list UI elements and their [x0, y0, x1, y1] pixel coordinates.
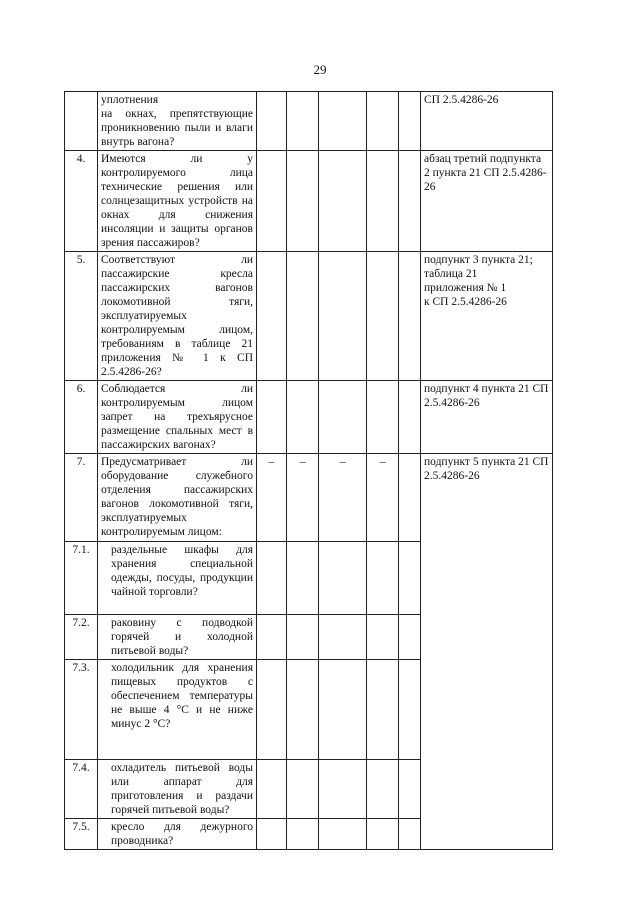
answer-no-cell[interactable]: –: [287, 454, 319, 542]
row-number: 6.: [65, 381, 98, 454]
answer-no-cell[interactable]: [287, 92, 319, 151]
answer-yes-cell[interactable]: –: [257, 454, 287, 542]
notes-cell[interactable]: [399, 92, 421, 151]
table-row: [65, 381, 553, 454]
table-row: [65, 252, 553, 381]
page-number: 29: [313, 62, 327, 77]
row-number: 7.5.: [65, 819, 98, 850]
answer-na-cell[interactable]: [319, 542, 367, 615]
checklist-table: [64, 91, 553, 850]
answer-na-cell[interactable]: [319, 660, 367, 760]
question-text: раковину с подводкой горячей и холодной питьевой воды?: [98, 615, 257, 660]
answer-extra-cell[interactable]: [367, 542, 399, 615]
answer-extra-cell[interactable]: [367, 615, 399, 660]
answer-yes-cell[interactable]: [257, 381, 287, 454]
answer-na-cell[interactable]: [319, 819, 367, 850]
notes-cell[interactable]: [399, 542, 421, 615]
answer-na-cell[interactable]: [319, 760, 367, 819]
table-row: [65, 454, 553, 542]
question-text: Соответствуют ли пассажирские кресла пассажирских вагонов локомотивной тяги, эксплуатируемых контролируемым лицом, требованиям в таблице 21 приложения № 1 к СП 2.5.4286-26?: [98, 252, 257, 381]
answer-no-cell[interactable]: [287, 819, 319, 850]
answer-yes-cell[interactable]: [257, 760, 287, 819]
row-number: 7.3.: [65, 660, 98, 760]
answer-extra-cell[interactable]: [367, 819, 399, 850]
row-number: 7.2.: [65, 615, 98, 660]
row-number: 7.1.: [65, 542, 98, 615]
row-number: [65, 92, 98, 151]
reference-text: подпункт 4 пункта 21 СП 2.5.4286-26: [421, 381, 553, 454]
notes-cell[interactable]: [399, 151, 421, 252]
answer-extra-cell[interactable]: [367, 760, 399, 819]
answer-na-cell[interactable]: –: [319, 454, 367, 542]
answer-yes-cell[interactable]: [257, 819, 287, 850]
answer-extra-cell[interactable]: [367, 151, 399, 252]
answer-no-cell[interactable]: [287, 542, 319, 615]
answer-na-cell[interactable]: [319, 151, 367, 252]
row-number: 4.: [65, 151, 98, 252]
question-text: раздельные шкафы для хранения специальной одежды, посуды, продукции чайной торговли?: [98, 542, 257, 615]
answer-no-cell[interactable]: [287, 615, 319, 660]
answer-na-cell[interactable]: [319, 381, 367, 454]
answer-yes-cell[interactable]: [257, 660, 287, 760]
answer-yes-cell[interactable]: [257, 151, 287, 252]
answer-na-cell[interactable]: [319, 92, 367, 151]
answer-no-cell[interactable]: [287, 660, 319, 760]
answer-no-cell[interactable]: [287, 151, 319, 252]
answer-yes-cell[interactable]: [257, 252, 287, 381]
answer-extra-cell[interactable]: [367, 252, 399, 381]
reference-text: подпункт 5 пункта 21 СП 2.5.4286-26: [421, 454, 553, 850]
reference-text: абзац третий подпункта 2 пункта 21 СП 2.5.4286-26: [421, 151, 553, 252]
question-text: холодильник для хранения пищевых продуктов с обеспечением температуры не выше 4 °С и не ниже минус 2 °С?: [98, 660, 257, 760]
answer-extra-cell[interactable]: [367, 92, 399, 151]
notes-cell[interactable]: [399, 454, 421, 542]
question-text: Предусматривает ли оборудование служебного отделения пассажирских вагонов локомотивной тяги, эксплуатируемых контролируемым лицом:: [98, 454, 257, 542]
question-text: кресло для дежурного проводника?: [98, 819, 257, 850]
answer-extra-cell[interactable]: –: [367, 454, 399, 542]
reference-text: подпункт 3 пункта 21; таблица 21 приложения № 1 к СП 2.5.4286-26: [421, 252, 553, 381]
question-text: Соблюдается ли контролируемым лицом запрет на трехъярусное размещение спальных мест в пассажирских вагонах?: [98, 381, 257, 454]
answer-na-cell[interactable]: [319, 252, 367, 381]
notes-cell[interactable]: [399, 760, 421, 819]
question-text: Имеются ли у контролируемого лица технические решения или солнцезащитных устройств на окнах для снижения инсоляции и защиты органов зрения пассажиров?: [98, 151, 257, 252]
question-text: охладитель питьевой воды или аппарат для приготовления и раздачи горячей питьевой воды?: [98, 760, 257, 819]
answer-extra-cell[interactable]: [367, 381, 399, 454]
row-number: 7.4.: [65, 760, 98, 819]
notes-cell[interactable]: [399, 819, 421, 850]
notes-cell[interactable]: [399, 615, 421, 660]
row-number: 7.: [65, 454, 98, 542]
reference-text: СП 2.5.4286-26: [421, 92, 553, 151]
answer-no-cell[interactable]: [287, 381, 319, 454]
answer-yes-cell[interactable]: [257, 615, 287, 660]
question-text: уплотнения на окнах, препятствующие проникновению пыли и влаги внутрь вагона?: [98, 92, 257, 151]
table-row: [65, 92, 553, 151]
answer-extra-cell[interactable]: [367, 660, 399, 760]
answer-no-cell[interactable]: [287, 760, 319, 819]
answer-no-cell[interactable]: [287, 252, 319, 381]
answer-yes-cell[interactable]: [257, 92, 287, 151]
table-row: [65, 151, 553, 252]
row-number: 5.: [65, 252, 98, 381]
notes-cell[interactable]: [399, 660, 421, 760]
notes-cell[interactable]: [399, 252, 421, 381]
notes-cell[interactable]: [399, 381, 421, 454]
answer-yes-cell[interactable]: [257, 542, 287, 615]
answer-na-cell[interactable]: [319, 615, 367, 660]
